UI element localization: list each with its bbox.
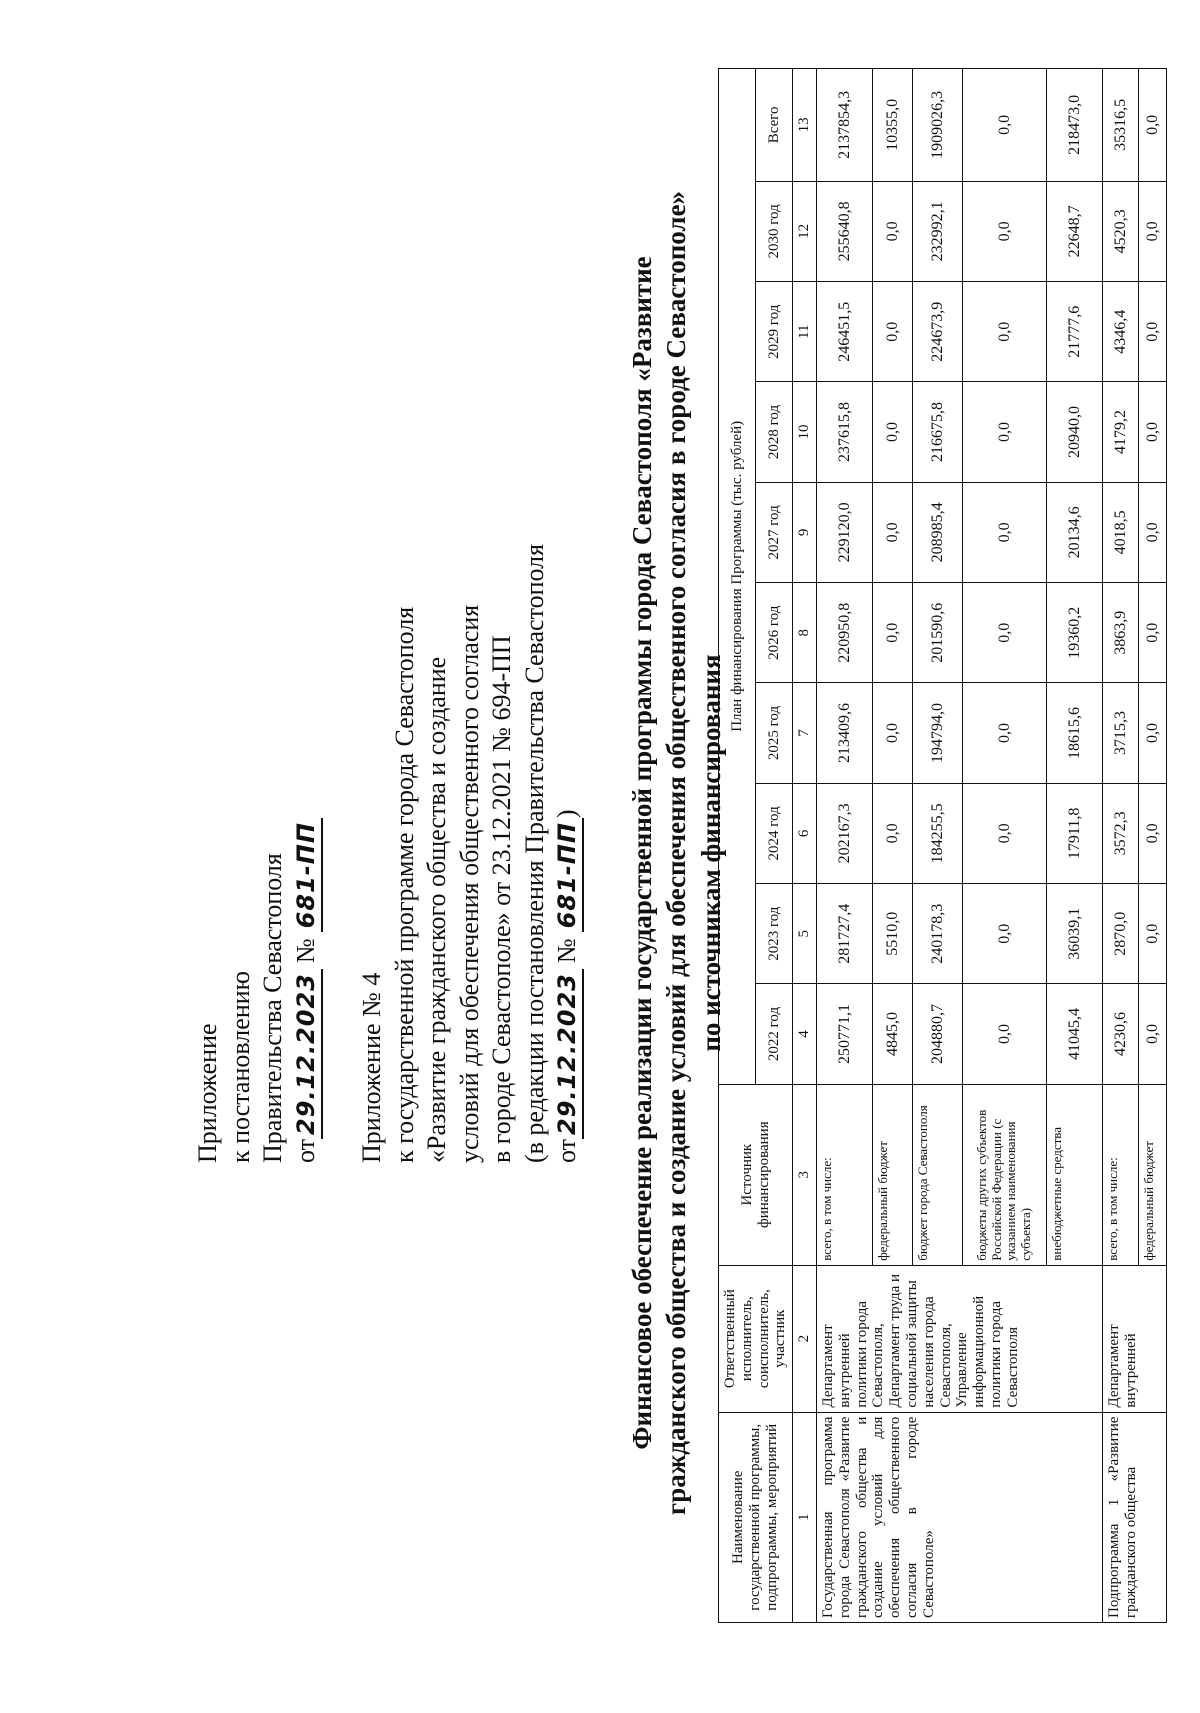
column-index: 6 [793,783,817,883]
value-cell: 0,0 [872,683,912,783]
value-cell: 216675,8 [912,382,962,482]
value-cell: 224673,9 [912,282,962,382]
value-cell: 229120,0 [816,482,872,582]
value-cell: 0,0 [1138,583,1166,683]
value-cell: 0,0 [962,282,1046,382]
year-header: 2022 год [756,984,793,1084]
resolution-header [192,818,323,1163]
value-cell: 281727,4 [816,884,872,984]
handwritten-number: 681-ПП [552,818,584,932]
column-index: 13 [793,69,817,182]
value-cell: 0,0 [962,884,1046,984]
year-header: 2023 год [756,884,793,984]
header-line-2: к постановлению [225,970,255,1163]
total-cell: 0,0 [1138,69,1166,182]
subprogram-name-cell: Подпрограмма 1 «Развитие гражданского общества [1102,1412,1166,1622]
value-cell: 3863,9 [1102,583,1138,683]
value-cell: 220950,8 [816,583,872,683]
value-cell: 0,0 [1138,984,1166,1084]
document-title [625,73,728,1633]
value-cell: 4230,6 [1102,984,1138,1084]
value-cell: 184255,5 [912,783,962,883]
source-cell: федеральный бюджет [872,1084,912,1265]
title-line-1: Финансовое обеспечение реализации государственной программы города Севастополя «Развитие [627,256,657,1450]
column-index: 1 [793,1412,817,1622]
value-cell: 0,0 [1138,181,1166,281]
table-row [816,69,872,1623]
column-index: 12 [793,181,817,281]
year-header: 2024 год [756,783,793,883]
value-cell: 255640,8 [816,181,872,281]
value-cell: 3715,3 [1102,683,1138,783]
source-cell: всего, в том числе: [816,1084,872,1265]
value-cell: 237615,8 [816,382,872,482]
value-cell: 4018,5 [1102,482,1138,582]
total-cell: 2137854,3 [816,69,872,182]
column-index: 3 [793,1084,817,1265]
total-cell: 218473,0 [1046,69,1102,182]
value-cell: 0,0 [962,181,1046,281]
col-name-header: Наименование государственной программы, подпрограммы, мероприятий [719,1412,793,1622]
appendix-line-3: «Развитие гражданского общества и создание [422,656,451,1163]
appendix-line-5: в городе Севастополе» от 23.12.2021 № 694-ПП [487,635,516,1163]
value-cell: 18615,6 [1046,683,1102,783]
value-cell: 19360,2 [1046,583,1102,683]
column-index: 8 [793,583,817,683]
source-cell: бюджет города Севастополя [912,1084,962,1265]
handwritten-number: 681-ПП [291,818,323,932]
financing-table [718,68,1167,1623]
value-cell: 20940,0 [1046,382,1102,482]
column-index: 9 [793,482,817,582]
value-cell: 208985,4 [912,482,962,582]
column-index: 7 [793,683,817,783]
source-cell: внебюджетные средства [1046,1084,1102,1265]
title-line-2: гражданского общества и создание условий для обеспечения общественного согласия в городе Севастополе» [661,190,692,1516]
value-cell: 0,0 [962,783,1046,883]
column-index: 11 [793,282,817,382]
appendix-line-2: к государственной программе города Севастополя [389,606,419,1163]
column-index: 2 [793,1265,817,1412]
year-header: 2025 год [756,683,793,783]
value-cell: 250771,1 [816,984,872,1084]
handwritten-date: 29.12.2023 [291,969,323,1139]
total-cell: 0,0 [962,69,1046,182]
value-cell: 0,0 [962,583,1046,683]
value-cell: 0,0 [962,984,1046,1084]
program-name-cell: Государственная программа города Севастополя «Развитие гражданского общества и создание условий для обеспечения общественного согласия в городе Севастополе» [816,1412,1102,1622]
value-cell: 213409,6 [816,683,872,783]
value-cell: 4520,3 [1102,181,1138,281]
year-header: 2029 год [756,282,793,382]
value-cell: 4346,4 [1102,282,1138,382]
value-cell: 3572,3 [1102,783,1138,883]
value-cell: 0,0 [962,482,1046,582]
value-cell: 22648,7 [1046,181,1102,281]
value-cell: 0,0 [872,382,912,482]
title-line-3: по источникам финансирования [695,654,726,1052]
year-header: 2026 год [756,583,793,683]
value-cell: 0,0 [1138,683,1166,783]
appendix-line-1: Приложение № 4 [357,972,386,1163]
value-cell: 21777,6 [1046,282,1102,382]
value-cell: 0,0 [872,583,912,683]
value-cell: 0,0 [872,181,912,281]
col-source-header: Источник финансирования [719,1084,793,1265]
header-line-1: Приложение [193,1023,222,1163]
total-header: Всего [756,69,793,182]
value-cell: 0,0 [872,783,912,883]
value-cell: 0,0 [1138,382,1166,482]
year-header: 2030 год [756,181,793,281]
value-cell: 202167,3 [816,783,872,883]
appendix-closing-paren: ) [552,809,581,819]
value-cell: 17911,8 [1046,783,1102,883]
year-header: 2028 год [756,382,793,482]
source-cell: всего, в том числе: [1102,1084,1138,1265]
column-index: 4 [793,984,817,1084]
header-line-3: Правительства Севастополя [258,853,287,1163]
subprogram-executor-cell: Департамент внутренней [1102,1265,1166,1412]
value-cell: 194794,0 [912,683,962,783]
appendix-header [356,544,584,1163]
value-cell: 2870,0 [1102,884,1138,984]
program-executor-cell: Департамент внутренней политики города Севастополя, Департамент труда и социальной защиты населения города Севастополя, Управление информационной политики города Севастополя [816,1265,1102,1412]
value-cell: 246451,5 [816,282,872,382]
plan-header: План финансирования Программы (тыс. рублей) [719,69,756,1085]
column-index-row [793,69,817,1623]
header-date-line [290,818,323,1163]
value-cell: 0,0 [1138,783,1166,883]
source-cell: федеральный бюджет [1138,1084,1166,1265]
value-cell: 0,0 [872,482,912,582]
appendix-line-6: (в редакции постановления Правительства Севастополя [519,543,549,1163]
year-header: 2027 год [756,482,793,582]
column-index: 5 [793,884,817,984]
handwritten-date: 29.12.2023 [552,969,584,1139]
value-cell: 232992,1 [912,181,962,281]
total-cell: 1909026,3 [912,69,962,182]
header-number-prefix: № [290,938,320,964]
value-cell: 5510,0 [872,884,912,984]
value-cell: 41045,4 [1046,984,1102,1084]
total-cell: 35316,5 [1102,69,1138,182]
value-cell: 4179,2 [1102,382,1138,482]
source-cell: бюджеты других субъектов Российской Федерации (с указанием наименования субъекта) [962,1084,1046,1265]
appendix-line-4: условий для обеспечения общественного согласия [454,604,484,1163]
value-cell: 20134,6 [1046,482,1102,582]
value-cell: 0,0 [1138,482,1166,582]
col-executor-header: Ответственный исполнитель, соисполнитель, участник [719,1265,793,1412]
appendix-date-line [551,544,584,1163]
header-date-prefix: от [290,1138,320,1163]
appendix-date-prefix: от [552,1138,581,1163]
value-cell: 240178,3 [912,884,962,984]
value-cell: 0,0 [1138,282,1166,382]
appendix-number-prefix: № [552,938,581,964]
total-cell: 10355,0 [872,69,912,182]
value-cell: 204880,7 [912,984,962,1084]
value-cell: 0,0 [1138,884,1166,984]
value-cell: 201590,6 [912,583,962,683]
value-cell: 0,0 [962,382,1046,482]
header-row-1 [719,69,756,1623]
table-row [1102,69,1138,1623]
value-cell: 4845,0 [872,984,912,1084]
value-cell: 0,0 [962,683,1046,783]
value-cell: 36039,1 [1046,884,1102,984]
value-cell: 0,0 [872,282,912,382]
column-index: 10 [793,382,817,482]
